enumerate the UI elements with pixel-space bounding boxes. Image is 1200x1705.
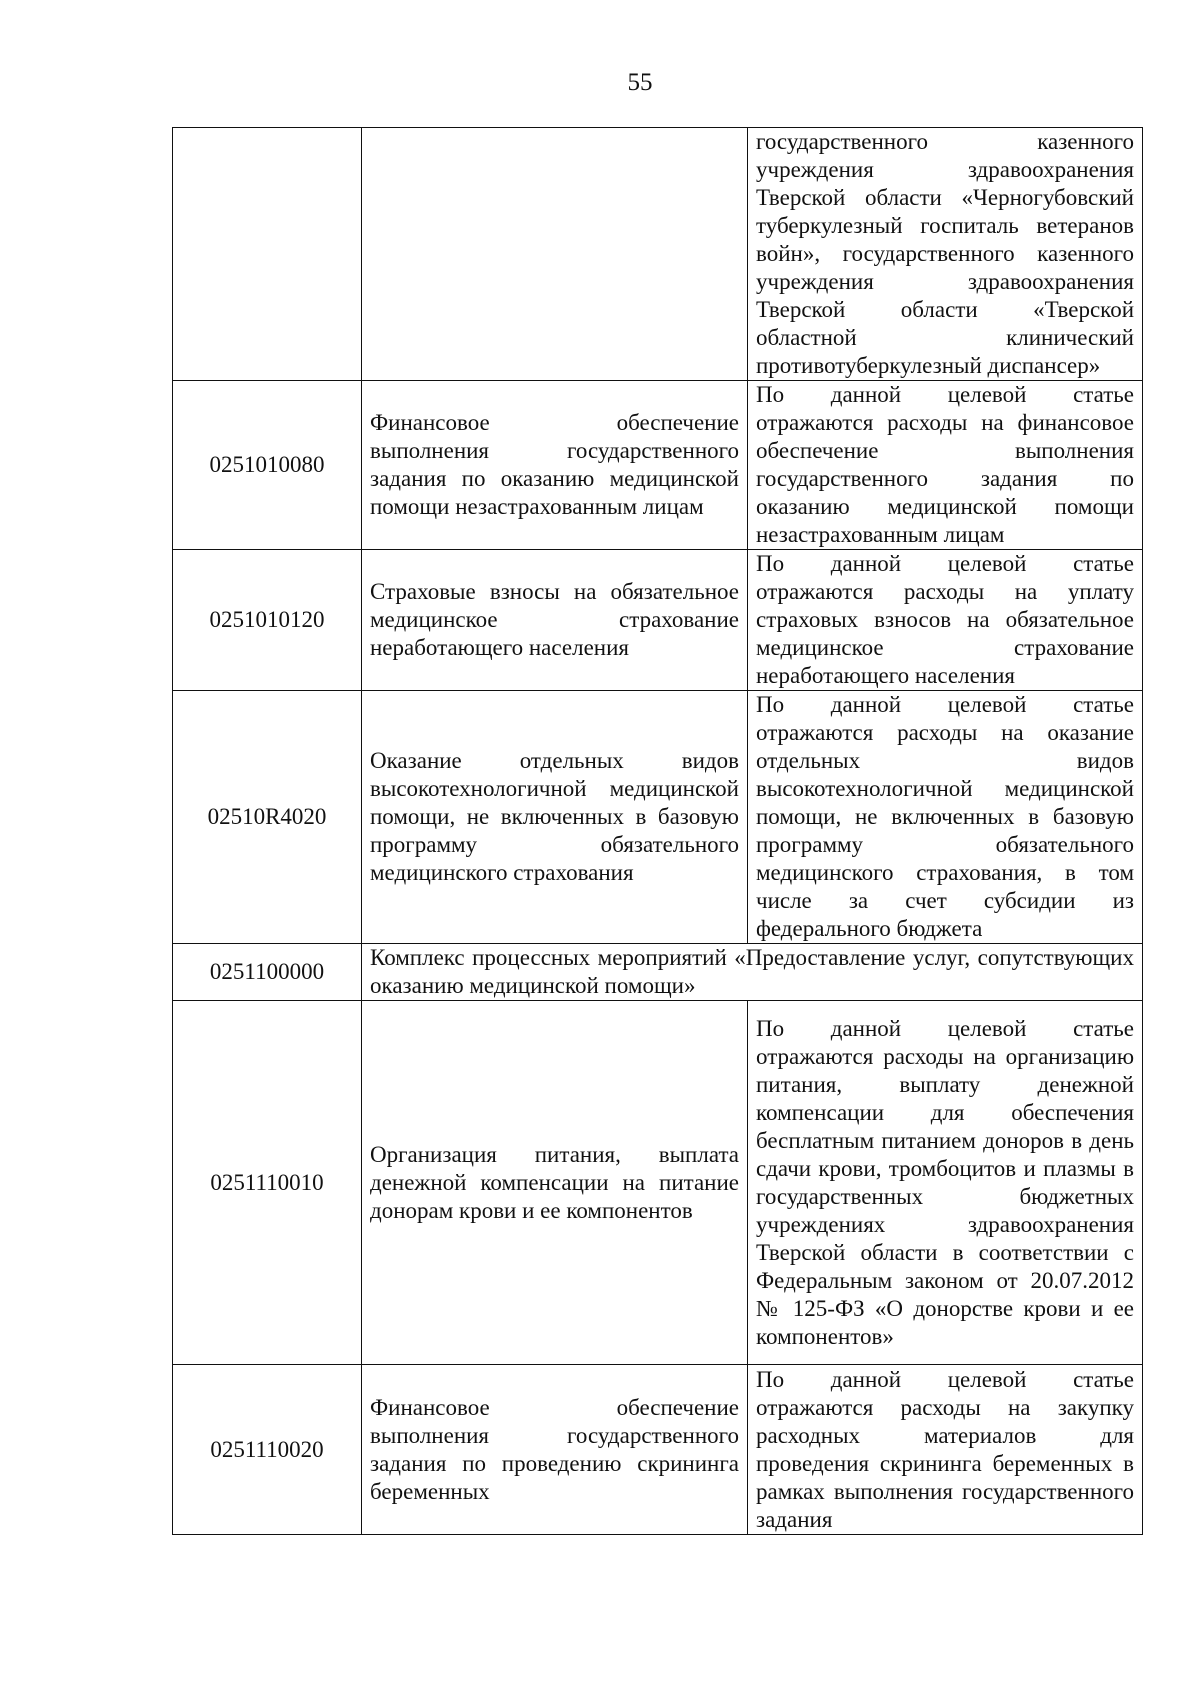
description-cell: По данной целевой статье отражаются расходы на уплату страховых взносов на обязательное медицинское страхование неработающего населения <box>748 550 1143 691</box>
table-row <box>173 1001 1143 1365</box>
table-row <box>173 691 1143 944</box>
description-cell: По данной целевой статье отражаются расходы на организацию питания, выплату денежной компенсации для обеспечения бесплатным питанием доноров в день сдачи крови, тромбоцитов и плазмы в государственных бюджетных учреждениях здравоохранения Тверской области в соответствии с Федеральным законом от 20.07.2012 № 125-ФЗ «О донорстве крови и ее компонентов» <box>748 1001 1143 1365</box>
description-cell: По данной целевой статье отражаются расходы на финансовое обеспечение выполнения государственного задания по оказанию медицинской помощи незастрахованным лицам <box>748 381 1143 550</box>
name-cell: Организация питания, выплата денежной компенсации на питание донорам крови и ее компонентов <box>362 1001 748 1365</box>
code-cell: 0251110020 <box>173 1365 362 1535</box>
name-cell: Оказание отдельных видов высокотехнологичной медицинской помощи, не включенных в базовую программу обязательного медицинского страхования <box>362 691 748 944</box>
name-cell: Финансовое обеспечение выполнения государственного задания по оказанию медицинской помощи незастрахованным лицам <box>362 381 748 550</box>
code-cell: 0251100000 <box>173 944 362 1001</box>
table-row <box>173 550 1143 691</box>
page-number: 55 <box>627 69 653 96</box>
code-cell: 02510R4020 <box>173 691 362 944</box>
code-cell: 0251110010 <box>173 1001 362 1365</box>
table-row <box>173 128 1143 381</box>
section-title-cell: Комплекс процессных мероприятий «Предоставление услуг, сопутствующих оказанию медицинской помощи» <box>362 944 1143 1001</box>
name-cell: Финансовое обеспечение выполнения государственного задания по проведению скрининга беременных <box>362 1365 748 1535</box>
table-row <box>173 381 1143 550</box>
code-cell <box>173 128 362 381</box>
table-row <box>173 944 1143 1001</box>
code-cell: 0251010120 <box>173 550 362 691</box>
name-cell <box>362 128 748 381</box>
description-cell: По данной целевой статье отражаются расходы на оказание отдельных видов высокотехнологичной медицинской помощи, не включенных в базовую программу обязательного медицинского страхования, в том числе за счет субсидии из федерального бюджета <box>748 691 1143 944</box>
name-cell: Страховые взносы на обязательное медицинское страхование неработающего населения <box>362 550 748 691</box>
description-cell: По данной целевой статье отражаются расходы на закупку расходных материалов для проведения скрининга беременных в рамках выполнения государственного задания <box>748 1365 1143 1535</box>
description-cell: государственного казенного учреждения здравоохранения Тверской области «Черногубовский туберкулезный госпиталь ветеранов войн», государственного казенного учреждения здравоохранения Тверской области «Тверской областной клинический противотуберкулезный диспансер» <box>748 128 1143 381</box>
code-cell: 0251010080 <box>173 381 362 550</box>
table-row <box>173 1365 1143 1535</box>
budget-classification-table <box>172 127 1143 1535</box>
